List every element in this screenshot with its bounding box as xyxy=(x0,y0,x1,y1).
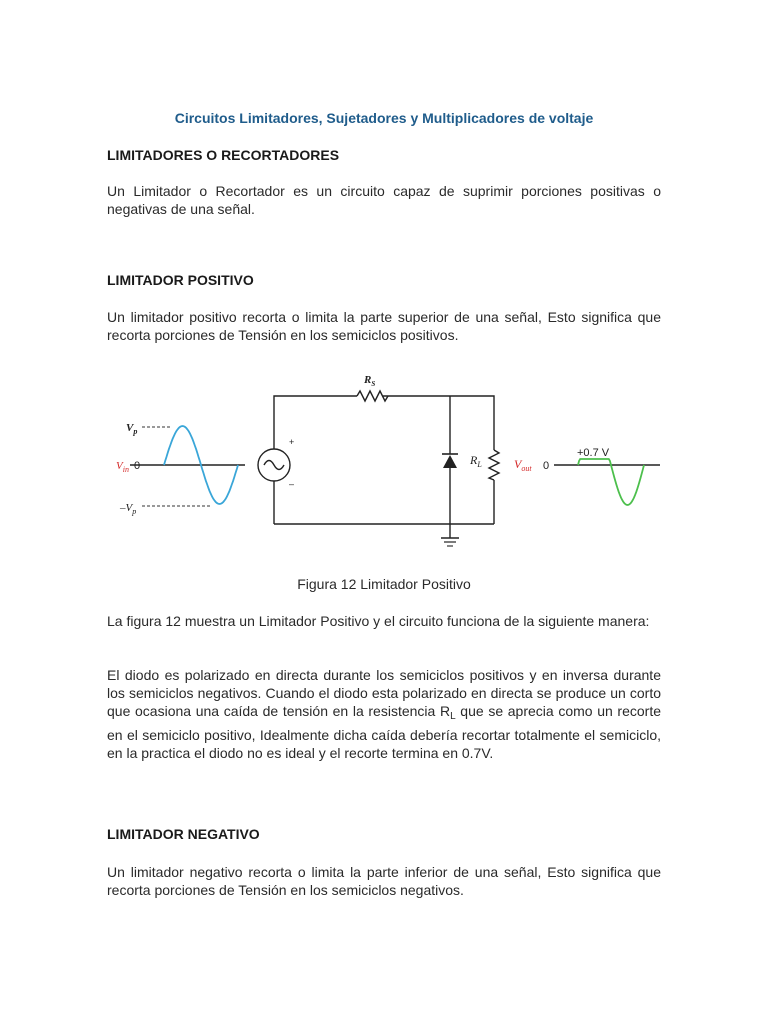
wire-top-right xyxy=(383,396,494,450)
vp-bottom-label: $-V_p$ xyxy=(120,502,137,516)
paragraph-diodo-part1: El diodo es polarizado en directa durante los semiciclos positivos y en inversa durante los semiciclos negativos. Cuando el diodo esta polarizado en directa se produce un corto que ocasiona una caída de tensión en la resistencia R xyxy=(107,667,661,719)
diode-icon xyxy=(443,455,457,468)
resistor-rl xyxy=(489,450,499,480)
paragraph-limitador-positivo: Un limitador positivo recorta o limita la parte superior de una señal, Esto significa que recorta porciones de Tensión en los semiciclos positivos. xyxy=(107,309,661,343)
section-heading-limitador-negativo: LIMITADOR NEGATIVO xyxy=(107,826,260,842)
wire-top-left xyxy=(274,396,357,452)
paragraph-limitadores-intro: Un Limitador o Recortador es un circuito capaz de suprimir porciones positivas o negativas de una señal. xyxy=(107,183,661,217)
zero-out-label: 0 xyxy=(543,460,550,472)
source-minus-label: – xyxy=(289,479,295,489)
zero-in-label: 0 xyxy=(134,460,141,472)
figure-limitador-positivo xyxy=(112,368,664,553)
source-plus-label: + xyxy=(289,437,295,447)
paragraph-diodo-explicacion xyxy=(107,666,661,762)
vin-label: $V_{in}$ xyxy=(116,460,129,474)
paragraph-diodo-subscript: L xyxy=(450,711,456,722)
rs-label: $R_S$ xyxy=(364,374,376,388)
rl-label: $R_L$ xyxy=(470,453,482,469)
clip-level-label: +0.7 V xyxy=(577,447,610,459)
paragraph-figura-12: La figura 12 muestra un Limitador Positivo y el circuito funciona de la siguiente manera: xyxy=(107,613,650,629)
paragraph-limitador-negativo: Un limitador negativo recorta o limita la parte inferior de una señal, Esto significa que recorta porciones de Tensión en los semiciclos negativos. xyxy=(107,864,661,898)
section-heading-limitador-positivo: LIMITADOR POSITIVO xyxy=(107,272,254,288)
section-heading-limitadores: LIMITADORES O RECORTADORES xyxy=(107,147,340,163)
vout-label: $V_{out}$ xyxy=(514,457,532,473)
paragraph-diodo-part2: que se aprecia como un recorte en el semiciclo positivo, Idealmente dicha caída debería recortar totalmente el semiciclo, en la practica el diodo no es ideal y el recorte termina en 0.7V. xyxy=(107,703,662,761)
output-clipped-wave xyxy=(578,459,644,505)
figure-caption: Figura 12 Limitador Positivo xyxy=(297,576,471,592)
vp-top-label: $V_p$ xyxy=(126,422,138,436)
document-title: Circuitos Limitadores, Sujetadores y Multiplicadores de voltaje xyxy=(174,110,594,126)
circuit-diagram xyxy=(112,368,664,553)
